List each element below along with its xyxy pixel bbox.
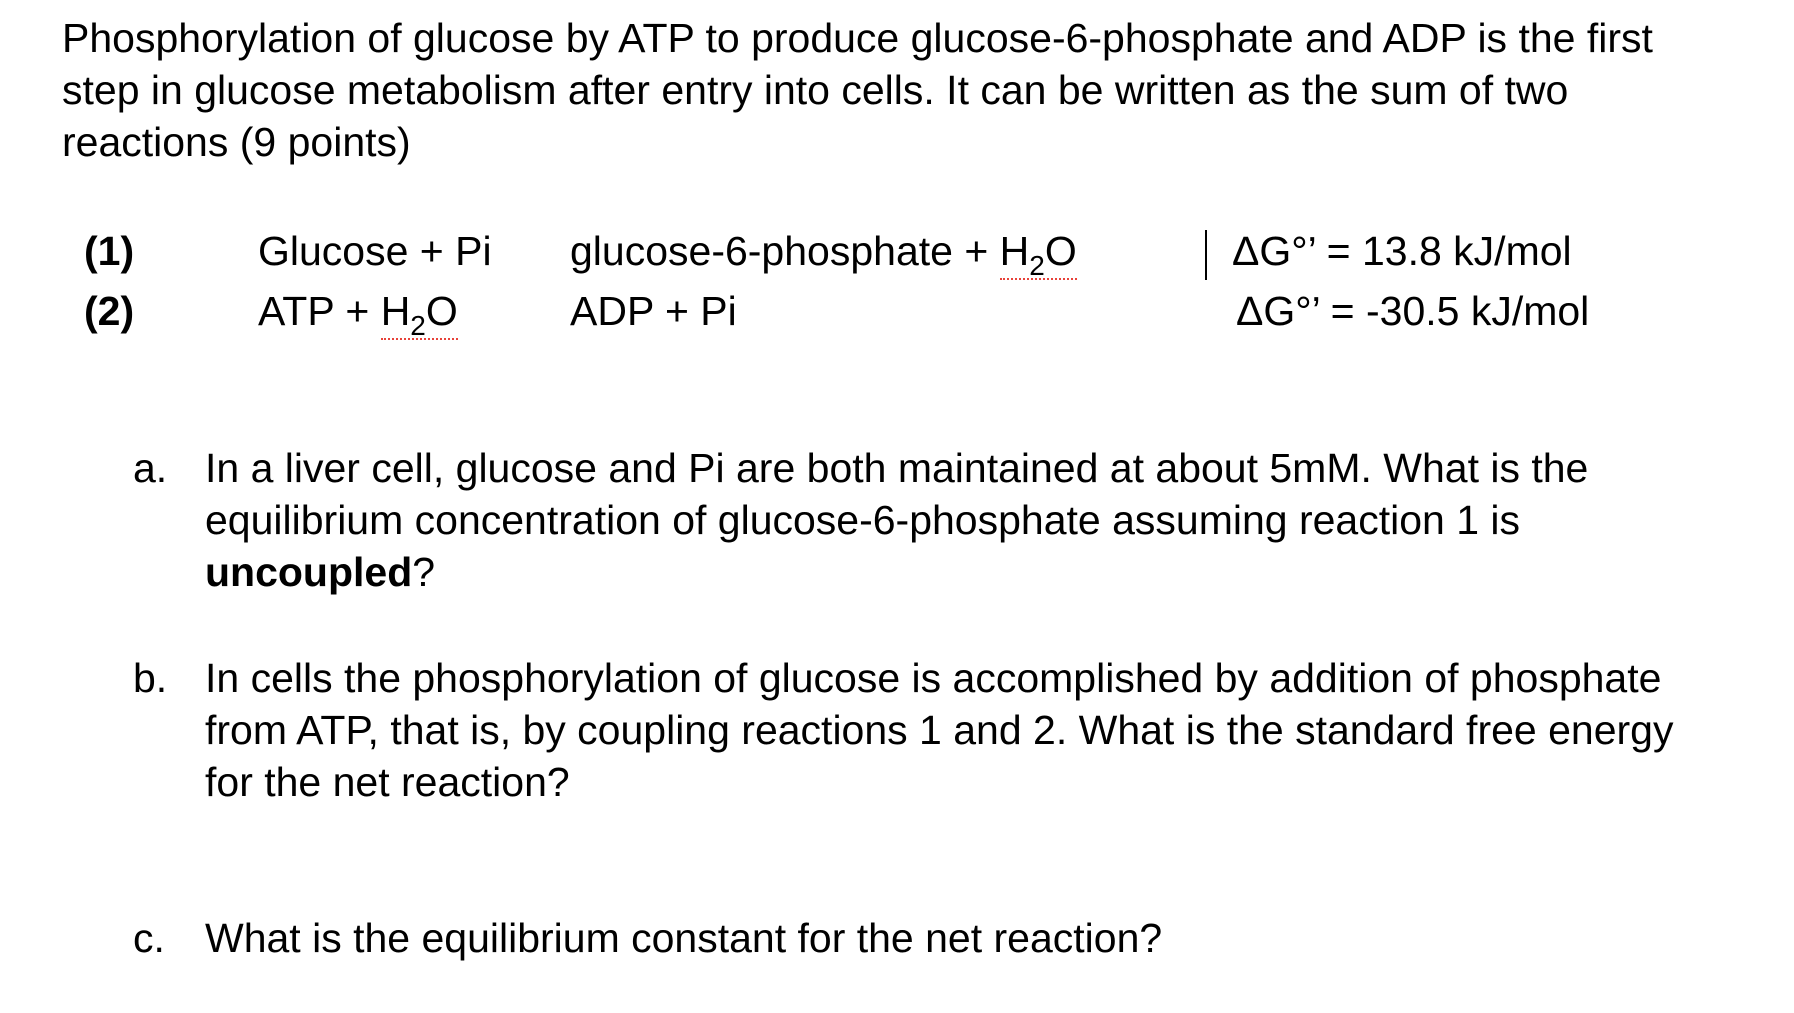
reaction-2-reactants — [258, 286, 458, 340]
intro-line-2: step in glucose metabolism after entry into cells. It can be written as the sum of two — [62, 67, 1569, 113]
reaction-1-reactants: Glucose + Pi — [258, 228, 492, 274]
question-c-text — [205, 912, 1765, 964]
problem-intro — [62, 12, 1782, 168]
question-a-line-2: equilibrium concentration of glucose-6-phosphate assuming reaction 1 is — [205, 497, 1521, 543]
reaction-1-free-energy: ΔG°’ = 13.8 kJ/mol — [1232, 228, 1572, 274]
reaction-1-products-text: glucose-6-phosphate + — [570, 228, 1000, 274]
reaction-1-number: (1) — [84, 228, 135, 274]
reaction-2-number: (2) — [84, 288, 135, 334]
question-b-text — [205, 652, 1765, 808]
emphasis-uncoupled: uncoupled — [205, 549, 413, 595]
intro-line-1: Phosphorylation of glucose by ATP to produce glucose-6-phosphate and ADP is the first — [62, 15, 1653, 61]
question-a-line-1: In a liver cell, glucose and Pi are both maintained at about 5mM. What is the — [205, 445, 1589, 491]
question-b-letter: b. — [133, 655, 168, 701]
intro-line-3: reactions (9 points) — [62, 119, 411, 165]
question-a-text — [205, 442, 1765, 598]
reaction-2-free-energy: ΔG°’ = -30.5 kJ/mol — [1236, 288, 1590, 334]
reaction-1-products — [570, 226, 1077, 280]
question-c-line-1: What is the equilibrium constant for the net reaction? — [205, 915, 1163, 961]
question-a-line-3: uncoupled? — [205, 549, 436, 595]
question-b-line-1: In cells the phosphorylation of glucose is accomplished by addition of phosphate — [205, 655, 1662, 701]
question-b-line-2: from ATP, that is, by coupling reactions 1 and 2. What is the standard free energy — [205, 707, 1674, 753]
water-formula: $H_2O$ — [999, 228, 1077, 281]
question-b-line-3: for the net reaction? — [205, 759, 570, 805]
reaction-divider — [1205, 230, 1207, 280]
question-a-letter: a. — [133, 445, 168, 491]
reaction-2-products: ADP + Pi — [570, 288, 737, 334]
water-formula: $H_2O$ — [380, 288, 458, 341]
question-c-letter: c. — [133, 915, 165, 961]
reaction-2-reactants-text: ATP + — [258, 288, 381, 334]
